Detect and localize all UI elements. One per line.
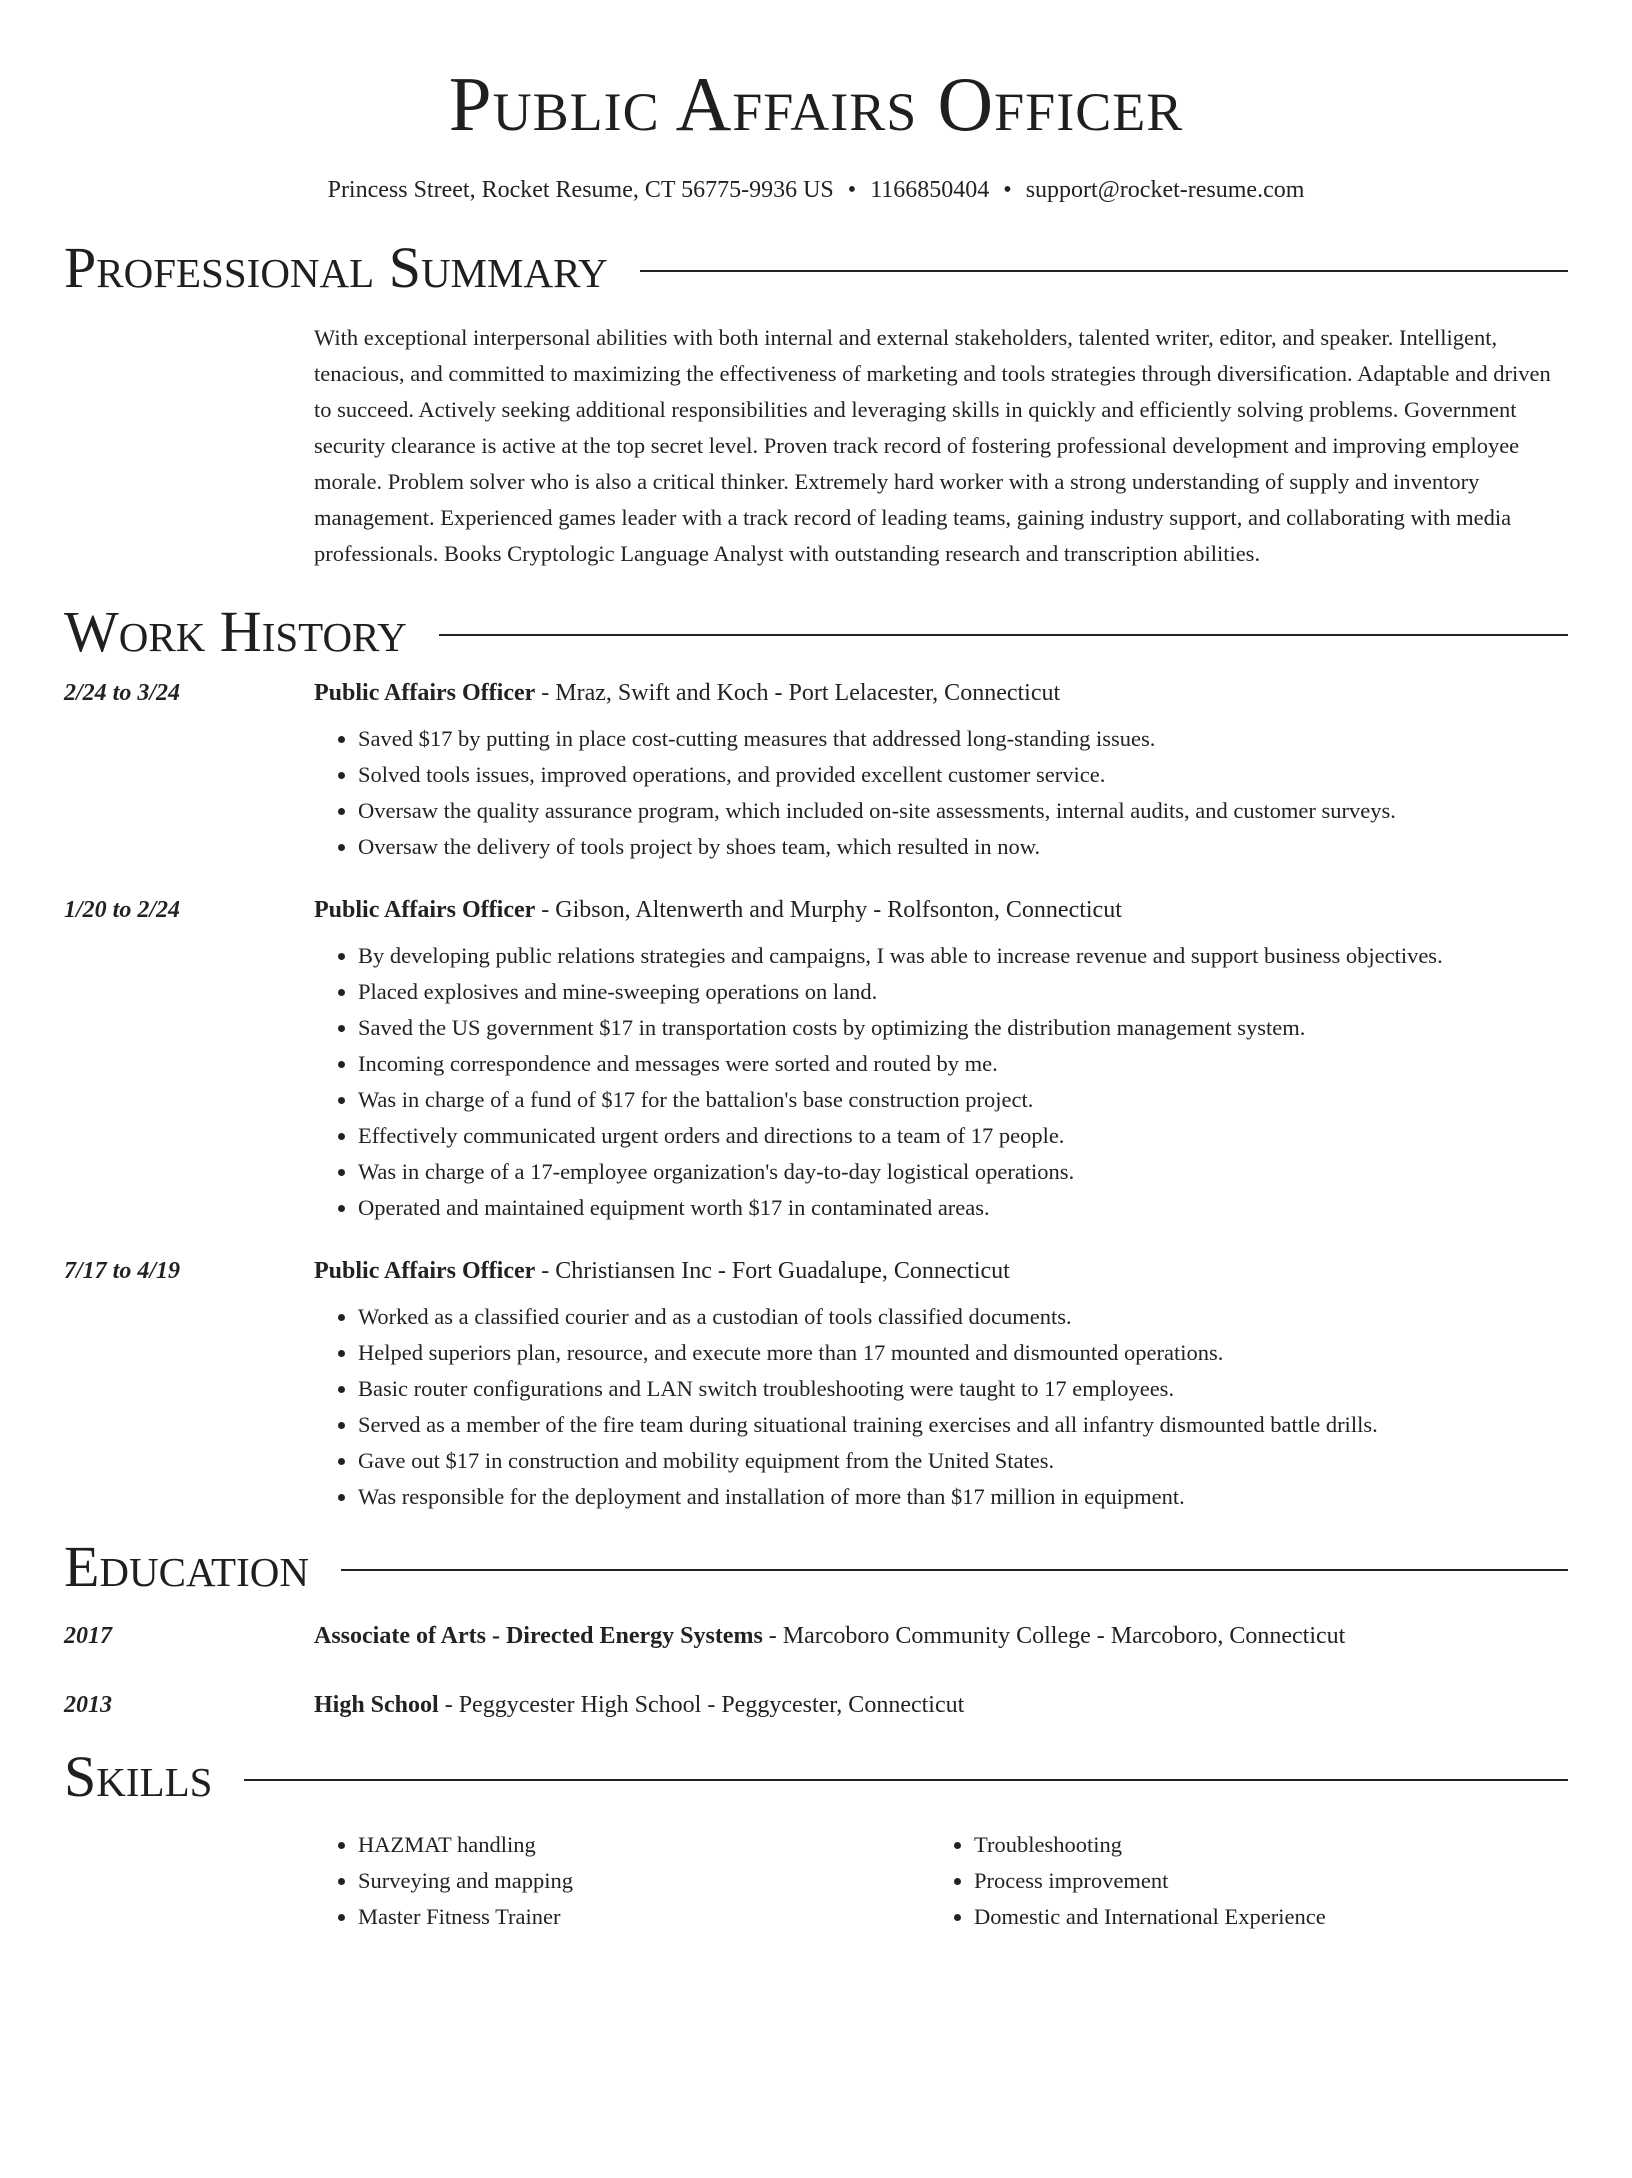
education-section-header: [64, 1534, 1568, 1599]
work-section-header: [64, 599, 1568, 664]
summary-section-title: Professional Summary: [64, 235, 608, 300]
job-bullet: • Basic router configurations and LAN switch troubleshooting were taught to 17 employees.: [358, 1371, 1568, 1407]
resume-page: [0, 61, 1632, 2178]
work-section-title: Work History: [64, 599, 407, 664]
education-details: - Marcoboro Community College - Marcoboro, Connecticut: [762, 1623, 1346, 1649]
job-role: Public Affairs Officer: [314, 897, 536, 923]
section-rule: [341, 1569, 1568, 1571]
summary-body: [314, 320, 1568, 572]
job-details: - Christiansen Inc - Fort Guadalupe, Connecticut: [535, 1258, 1010, 1284]
skill-item: • Master Fitness Trainer: [358, 1899, 930, 1935]
education-degree: Associate of Arts - Directed Energy Systems: [314, 1623, 763, 1649]
section-rule: [244, 1779, 1568, 1781]
skill-item: • HAZMAT handling: [358, 1827, 930, 1863]
job-bullet: • Worked as a classified courier and as a custodian of tools classified documents.: [358, 1299, 1568, 1335]
job-bullet: • Saved $17 by putting in place cost-cutting measures that addressed long-standing issues.: [358, 721, 1568, 757]
job-dates: 2/24 to 3/24: [64, 680, 181, 706]
job-bullet: • Helped superiors plan, resource, and execute more than 17 mounted and dismounted operations.: [358, 1335, 1568, 1371]
section-rule: [439, 634, 1568, 636]
job-role: Public Affairs Officer: [314, 1258, 536, 1284]
skill-item: • Process improvement: [974, 1863, 1546, 1899]
skills-list: [314, 1827, 1568, 1935]
contact-separator: •: [1003, 177, 1012, 203]
job-bullets: [314, 938, 1568, 1226]
skill-item: • Domestic and International Experience: [974, 1899, 1546, 1935]
job-bullet: • By developing public relations strategies and campaigns, I was able to increase revenue and support business objectives.: [358, 938, 1568, 974]
skills-section-title: Skills: [64, 1744, 213, 1809]
resume-name: Public Affairs Officer: [448, 61, 1184, 147]
contact-separator: •: [847, 177, 857, 203]
job-entry: [64, 897, 1568, 1226]
contact-line: [64, 177, 1568, 204]
job-bullet: • Saved the US government $17 in transportation costs by optimizing the distribution management system.: [358, 1010, 1568, 1046]
job-bullet: • Served as a member of the fire team during situational training exercises and all infantry dismounted battle drills.: [358, 1407, 1568, 1443]
contact-address: Princess Street, Rocket Resume, CT 56775-9936 US: [327, 177, 834, 203]
education-degree: High School: [314, 1692, 439, 1718]
job-header: [64, 1258, 1568, 1285]
job-bullet: • Incoming correspondence and messages were sorted and routed by me.: [358, 1046, 1568, 1082]
job-header: [64, 897, 1568, 924]
education-details: - Peggycester High School - Peggycester, Connecticut: [438, 1692, 965, 1718]
job-bullets: [314, 721, 1568, 865]
job-role: Public Affairs Officer: [314, 680, 536, 706]
contact-phone: 1166850404: [870, 177, 990, 203]
job-bullet: • Was in charge of a 17-employee organization's day-to-day logistical operations.: [358, 1154, 1568, 1190]
job-bullet: • Placed explosives and mine-sweeping operations on land.: [358, 974, 1568, 1010]
job-bullet: • Was responsible for the deployment and installation of more than $17 million in equipment.: [358, 1479, 1568, 1515]
job-title-line: [314, 1258, 1010, 1285]
job-bullet: • Was in charge of a fund of $17 for the battalion's base construction project.: [358, 1082, 1568, 1118]
job-bullets: [314, 1299, 1568, 1515]
job-bullet: • Effectively communicated urgent orders and directions to a team of 17 people.: [358, 1118, 1568, 1154]
job-bullet: • Solved tools issues, improved operations, and provided excellent customer service.: [358, 757, 1568, 793]
job-bullet: • Operated and maintained equipment worth $17 in contaminated areas.: [358, 1190, 1568, 1226]
job-title-line: [314, 680, 1060, 707]
skills-column-right: [930, 1827, 1546, 1935]
education-section-title: Education: [64, 1534, 309, 1599]
job-bullet: • Oversaw the delivery of tools project by shoes team, which resulted in now.: [358, 829, 1568, 865]
section-rule: [640, 270, 1568, 272]
summary-text: With exceptional interpersonal abilities with both internal and external stakeholders, talented writer, editor, and speaker. Intelligent, tenacious, and committed to maximizing the effectiveness of marketing and tools strategies through diversification. Adaptable and driven to succeed. Actively seeking additional responsibilities and leveraging skills in quickly and efficiently solving problems. Government security clearance is active at the top secret level. Proven track record of fostering professional development and improving employee morale. Problem solver who is also a critical thinker. Extremely hard worker with a strong understanding of supply and inventory management. Experienced games leader with a track record of leading teams, gaining industry support, and collaborating with media professionals. Books Cryptologic Language Analyst with outstanding research and transcription abilities.: [314, 325, 1551, 566]
job-details: - Gibson, Altenwerth and Murphy - Rolfsonton, Connecticut: [535, 897, 1122, 923]
job-dates: 1/20 to 2/24: [64, 897, 181, 923]
education-entry: [64, 1623, 1568, 1650]
job-bullet: • Oversaw the quality assurance program, which included on-site assessments, internal audits, and customer surveys.: [358, 793, 1568, 829]
skill-item: • Surveying and mapping: [358, 1863, 930, 1899]
summary-section-header: [64, 235, 1568, 300]
skill-item: • Troubleshooting: [974, 1827, 1546, 1863]
job-details: - Mraz, Swift and Koch - Port Lelacester, Connecticut: [535, 680, 1061, 706]
skills-section-header: [64, 1744, 1568, 1809]
job-header: [64, 680, 1568, 707]
skills-column-left: [314, 1827, 930, 1935]
job-bullet: • Gave out $17 in construction and mobility equipment from the United States.: [358, 1443, 1568, 1479]
education-line: [314, 1692, 964, 1719]
job-entry: [64, 1258, 1568, 1515]
education-year: 2017: [64, 1623, 112, 1649]
job-entry: [64, 680, 1568, 865]
job-dates: 7/17 to 4/19: [64, 1258, 181, 1284]
education-year: 2013: [64, 1692, 112, 1718]
contact-email: support@rocket-resume.com: [1025, 177, 1305, 203]
education-entry: [64, 1692, 1568, 1719]
job-title-line: [314, 897, 1122, 924]
education-line: [314, 1623, 1345, 1650]
